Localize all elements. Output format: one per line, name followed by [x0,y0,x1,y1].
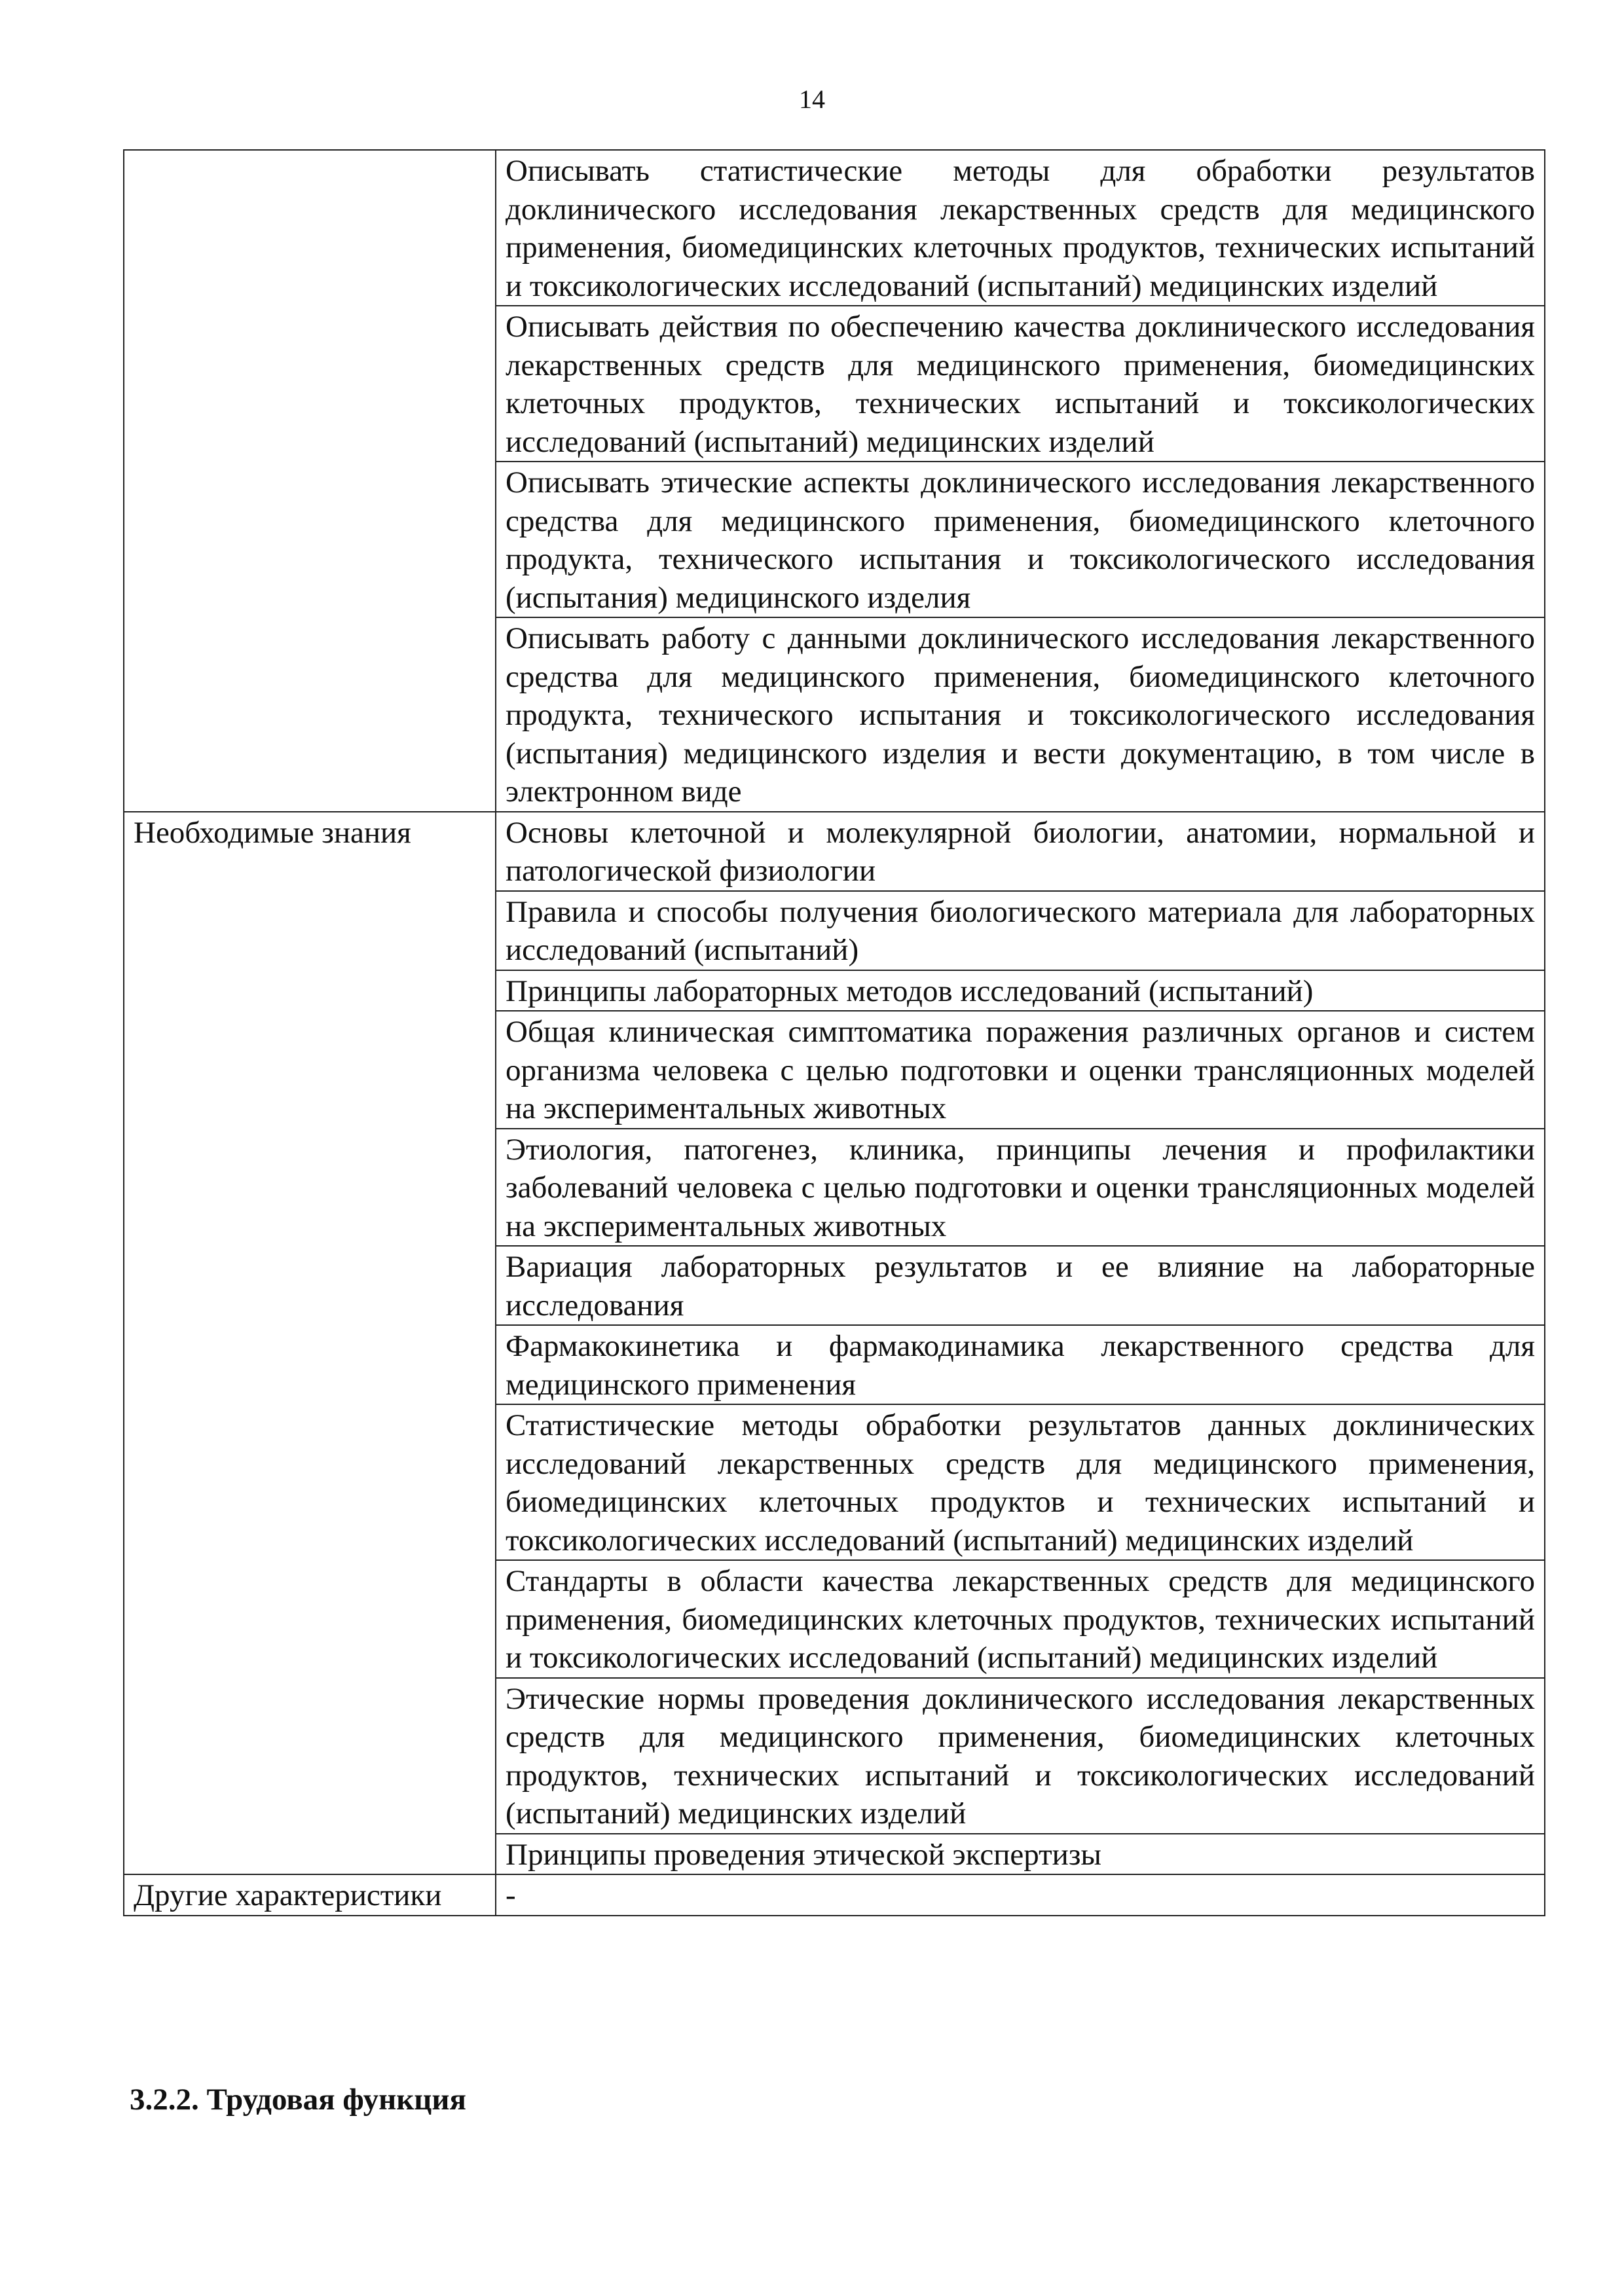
page-number: 14 [799,84,825,114]
labor-function-table [123,149,1545,1916]
skill-item: Описывать работу с данными доклинического исследования лекарственного средства для медицинского применения, биомедицинского клеточного продукта, технического испытания и токсикологического исследования (испытания) медицинского изделия и вести документацию, в том числе в электронном виде [496,617,1545,812]
empty-label-cell [124,150,496,812]
section-heading: 3.2.2. Трудовая функция [130,2083,466,2117]
knowledge-item: Фармакокинетика и фармакодинамика лекарственного средства для медицинского применения [496,1325,1545,1404]
knowledge-item: Этиология, патогенез, клиника, принципы лечения и профилактики заболеваний человека с целью подготовки и оценки трансляционных моделей на экспериментальных животных [496,1129,1545,1247]
table-row [124,812,1545,891]
knowledge-item: Вариация лабораторных результатов и ее влияние на лабораторные исследования [496,1246,1545,1325]
other-characteristics-label: Другие характеристики [124,1874,496,1916]
skill-item: Описывать действия по обеспечению качества доклинического исследования лекарственных средств для медицинского применения, биомедицинских клеточных продуктов, технических испытаний и токсикологических исследований (испытаний) медицинских изделий [496,306,1545,462]
knowledge-item: Принципы лабораторных методов исследований (испытаний) [496,970,1545,1011]
table-row [124,1874,1545,1916]
knowledge-item: Общая клиническая симптоматика поражения различных органов и систем организма человека с целью подготовки и оценки трансляционных моделей на экспериментальных животных [496,1011,1545,1129]
skill-item: Описывать этические аспекты доклинического исследования лекарственного средства для медицинского применения, биомедицинского клеточного продукта, технического испытания и токсикологического исследования (испытания) медицинского изделия [496,462,1545,617]
knowledge-item: Этические нормы проведения доклинического исследования лекарственных средств для медицинского применения, биомедицинских клеточных продуктов, технических испытаний и токсикологических исследований (испытаний) медицинских изделий [496,1678,1545,1834]
knowledge-item: Основы клеточной и молекулярной биологии, анатомии, нормальной и патологической физиологии [496,812,1545,891]
knowledge-item: Правила и способы получения биологического материала для лабораторных исследований (испытаний) [496,891,1545,970]
knowledge-item: Принципы проведения этической экспертизы [496,1834,1545,1875]
skill-item: Описывать статистические методы для обработки результатов доклинического исследования лекарственных средств для медицинского применения, биомедицинских клеточных продуктов, технических испытаний и токсикологических исследований (испытаний) медицинских изделий [496,150,1545,306]
knowledge-label: Необходимые знания [124,812,496,1875]
table-row [124,150,1545,306]
knowledge-item: Стандарты в области качества лекарственных средств для медицинского применения, биомедицинских клеточных продуктов, технических испытаний и токсикологических исследований (испытаний) медицинских изделий [496,1560,1545,1678]
other-characteristics-value: - [496,1874,1545,1916]
knowledge-item: Статистические методы обработки результатов данных доклинических исследований лекарственных средств для медицинского применения, биомедицинских клеточных продуктов и технических испытаний и токсикологических исследований (испытаний) медицинских изделий [496,1404,1545,1560]
